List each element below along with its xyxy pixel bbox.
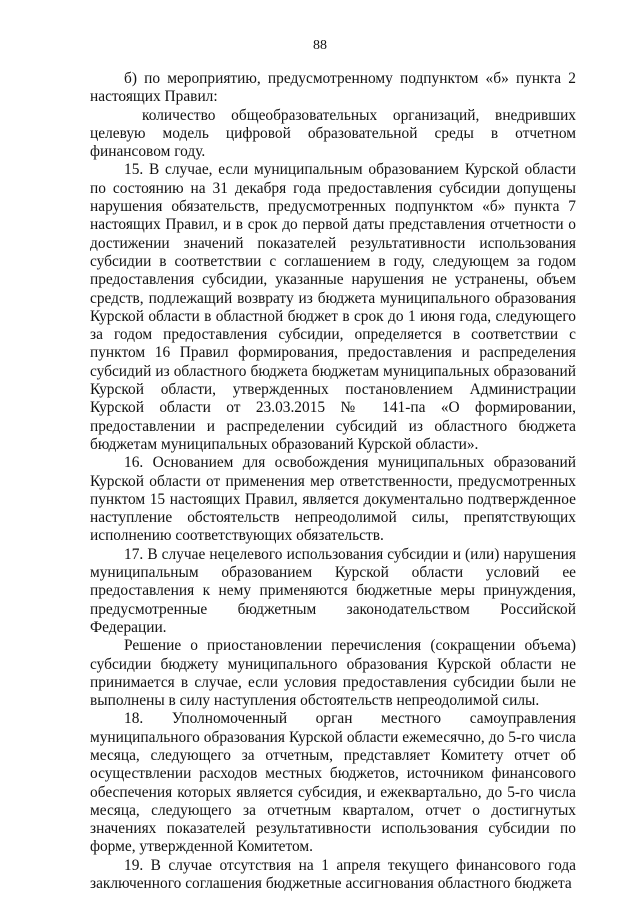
paragraph-15: 15. В случае, если муниципальным образованием Курской области по состоянию на 31 декабря года предоставления субсидии допущены нарушения обязательств, предусмотренных подпунктом «б» пункта 7 настоящих Правил, и в срок до первой даты представления отчетности о достижении значений показателей результативности использования субсидии в соответствии с соглашением в году, следующем за годом предоставления субсидии, указанные нарушения не устранены, объем средств, подлежащий возврату из бюджета муниципального образования Курской области в областной бюджет в срок до 1 июня года, следующего за годом предоставления субсидии, определяется в соответствии с пунктом 16 Правил формирования, предоставления и распределения субсидий из областного бюджета бюджетам муниципальных образований Курской области, утвержденных постановлением Администрации Курской области от 23.03.2015 № 141-па «О формировании, предоставлении и распределении субсидий из областного бюджета бюджетам муниципальных образований Курской области». bbox=[90, 161, 576, 453]
paragraph-17-decision: Решение о приостановлении перечисления (сокращении объема) субсидии бюджету муниципального образования Курской области не принимается в случае, если условия предоставления субсидии были не выполнены в силу наступления обстоятельств непреодолимой силы. bbox=[90, 637, 576, 710]
paragraph-18: 18. Уполномоченный орган местного самоуправления муниципального образования Курской области ежемесячно, до 5-го числа месяца, следующего за отчетным, представляет Комитету отчет об осуществлении расходов местных бюджетов, источником финансового обеспечения которых является субсидия, и ежеквартально, до 5-го числа месяца, следующего за отчетным кварталом, отчет о достигнутых значениях показателей результативности использования субсидии по форме, утвержденной Комитетом. bbox=[90, 710, 576, 856]
paragraph-indicator: количество общеобразовательных организаций, внедривших целевую модель цифровой образовательной среды в отчетном финансовом году. bbox=[90, 106, 576, 161]
paragraph-16: 16. Основанием для освобождения муниципальных образований Курской области от применения мер ответственности, предусмотренных пунктом 15 настоящих Правил, является документально подтвержденное наступление обстоятельств непреодолимой силы, препятствующих исполнению соответствующих обязательств. bbox=[90, 454, 576, 545]
paragraph-19: 19. В случае отсутствия на 1 апреля текущего финансового года заключенного соглашения бюджетные ассигнования областного бюджета bbox=[90, 856, 576, 893]
paragraph-subitem-b: б) по мероприятию, предусмотренному подпунктом «б» пункта 2 настоящих Правил: bbox=[90, 70, 576, 106]
page-number: 88 bbox=[313, 38, 327, 53]
paragraph-17: 17. В случае нецелевого использования субсидии и (или) нарушения муниципальным образованием Курской области условий ее предоставления к нему применяются бюджетные меры принуждения, предусмотренные бюджетным законодательством Российской Федерации. bbox=[90, 545, 576, 636]
document-body bbox=[90, 70, 576, 893]
